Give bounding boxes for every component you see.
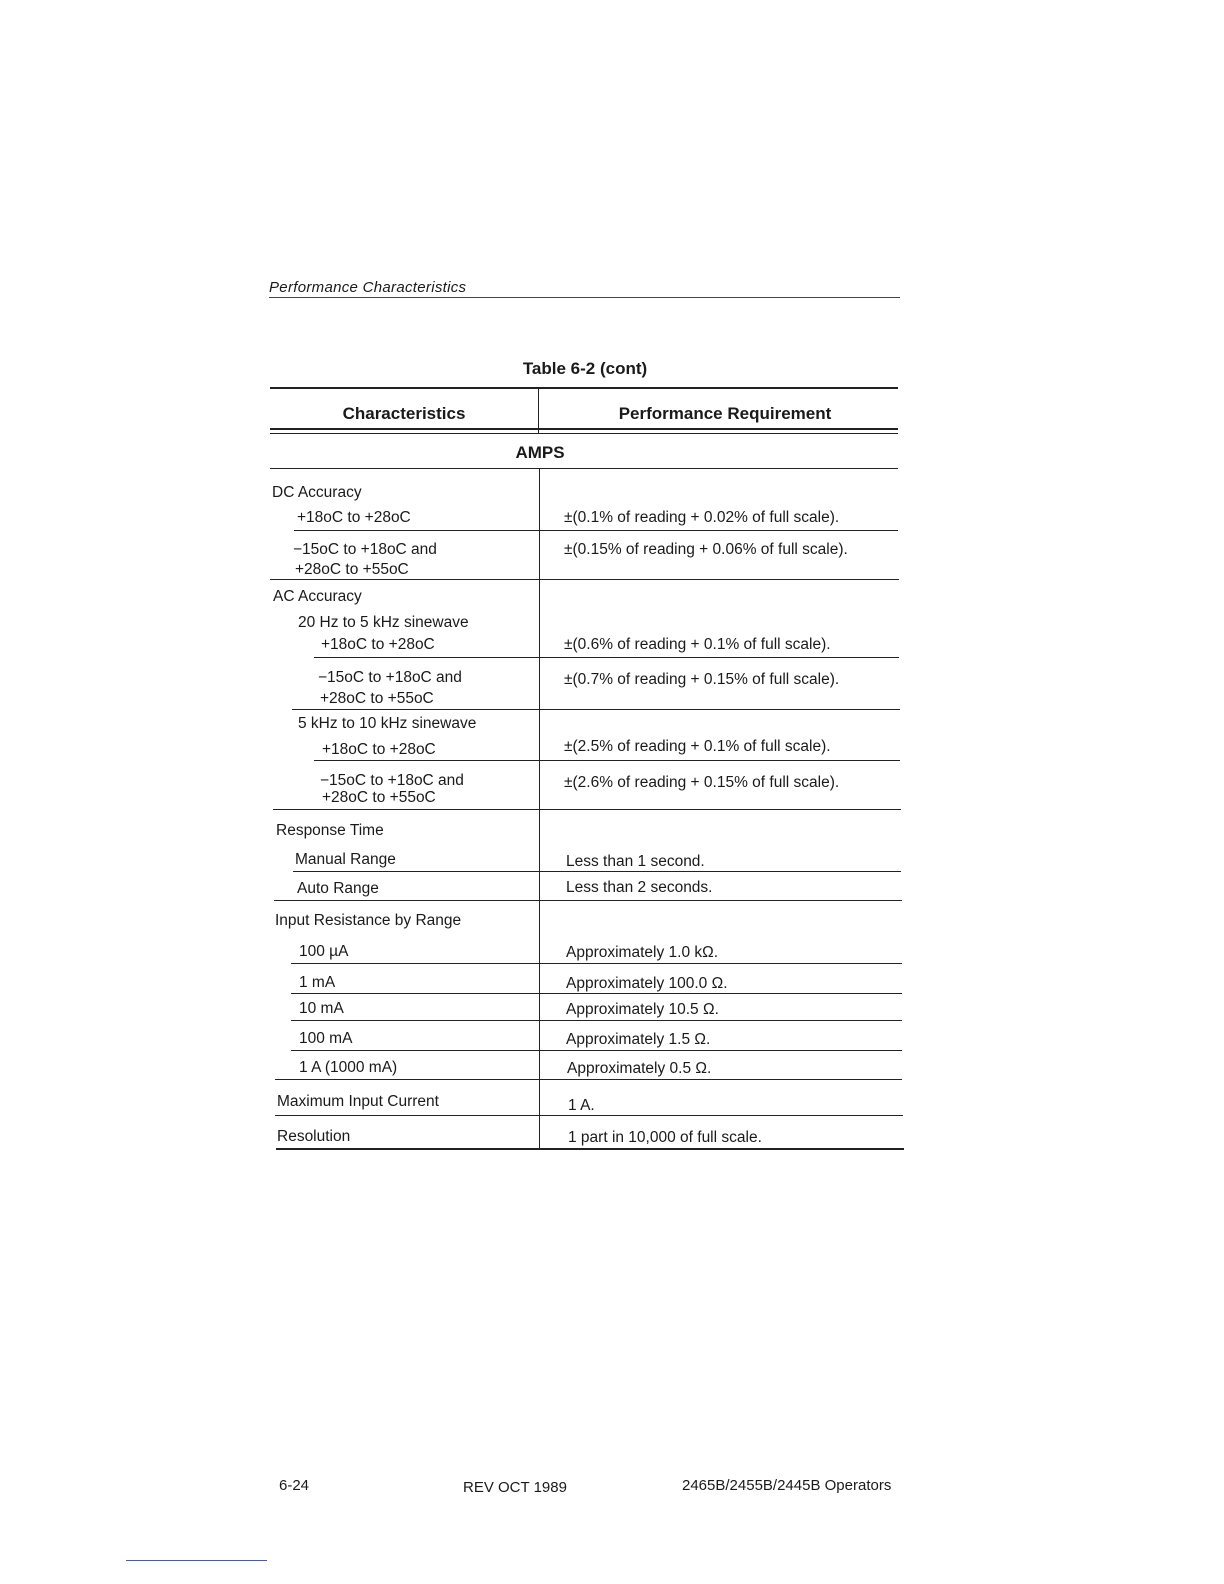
group-rule (275, 1115, 903, 1116)
ac-accuracy-label: AC Accuracy (273, 588, 362, 605)
ac-band-1-row-1-char: +18oC to +28oC (321, 636, 435, 653)
row-rule (291, 963, 902, 964)
input-resistance-row-2-req: Approximately 100.0 Ω. (566, 975, 728, 992)
resolution-req: 1 part in 10,000 of full scale. (568, 1129, 762, 1146)
row-rule (292, 709, 900, 710)
row-rule (291, 993, 902, 994)
max-input-current-req: 1 A. (568, 1097, 595, 1114)
header-double-rule-1 (270, 428, 898, 430)
response-time-label: Response Time (276, 822, 384, 839)
section-rule (270, 468, 898, 469)
input-resistance-row-5-char: 1 A (1000 mA) (299, 1059, 398, 1076)
input-resistance-row-1-req: Approximately 1.0 kΩ. (566, 944, 719, 961)
table-top-rule (270, 387, 898, 389)
response-row-1-char: Manual Range (295, 851, 396, 868)
dc-row-2-req: ±(0.15% of reading + 0.06% of full scale). (564, 541, 848, 558)
page-number: 6-24 (279, 1477, 310, 1494)
input-resistance-row-3-req: Approximately 10.5 Ω. (566, 1001, 719, 1018)
input-resistance-row-4-req: Approximately 1.5 Ω. (566, 1031, 711, 1048)
row-rule (294, 530, 898, 531)
dc-row-2-char-line-2: +28oC to +55oC (295, 561, 409, 578)
manual-title: 2465B/2455B/2445B Operators (682, 1477, 892, 1494)
table-bottom-rule (276, 1148, 904, 1150)
dc-row-2-char-line-1: −15oC to +18oC and (293, 541, 437, 558)
column-header-characteristics: Characteristics (342, 404, 466, 423)
ac-band-2-row-1-req: ±(2.5% of reading + 0.1% of full scale). (564, 738, 831, 755)
row-rule (291, 1020, 902, 1021)
response-row-2-char: Auto Range (297, 880, 379, 897)
input-resistance-row-5-req: Approximately 0.5 Ω. (567, 1060, 712, 1077)
revision-date: REV OCT 1989 (463, 1479, 567, 1496)
row-rule (314, 657, 899, 658)
ac-band-1-row-2-char-line-1: −15oC to +18oC and (318, 669, 462, 686)
response-row-2-req: Less than 2 seconds. (566, 879, 713, 896)
section-title-amps: AMPS (515, 443, 565, 462)
dc-row-1-req: ±(0.1% of reading + 0.02% of full scale). (564, 509, 840, 526)
group-rule (273, 809, 901, 810)
running-header: Performance Characteristics (269, 279, 467, 296)
header-double-rule-2 (270, 433, 898, 434)
table-title: Table 6-2 (cont) (522, 359, 648, 378)
max-input-current-char: Maximum Input Current (277, 1093, 439, 1110)
header-column-divider (538, 388, 539, 433)
ac-band-2-row-2-req: ±(2.6% of reading + 0.15% of full scale). (564, 774, 840, 791)
dc-accuracy-label: DC Accuracy (272, 484, 362, 501)
ac-band-2-row-1-char: +18oC to +28oC (322, 741, 436, 758)
dc-row-1-char: +18oC to +28oC (297, 509, 411, 526)
ac-band-2-label: 5 kHz to 10 kHz sinewave (298, 715, 477, 732)
response-row-1-req: Less than 1 second. (566, 853, 705, 870)
group-rule (274, 900, 902, 901)
input-resistance-label: Input Resistance by Range (275, 912, 462, 929)
ac-band-1-row-2-char-line-2: +28oC to +55oC (320, 690, 434, 707)
input-resistance-row-4-char: 100 mA (299, 1030, 353, 1047)
ac-band-1-row-2-req: ±(0.7% of reading + 0.15% of full scale). (564, 671, 840, 688)
ac-band-2-row-2-char-line-2: +28oC to +55oC (322, 789, 436, 806)
column-header-performance-requirement: Performance Requirement (618, 404, 832, 423)
group-rule (270, 579, 899, 580)
resolution-char: Resolution (277, 1128, 351, 1145)
row-rule (291, 1050, 902, 1051)
ac-band-1-row-1-req: ±(0.6% of reading + 0.1% of full scale). (564, 636, 831, 653)
row-rule (293, 871, 901, 872)
input-resistance-row-3-char: 10 mA (299, 1000, 344, 1017)
input-resistance-row-2-char: 1 mA (299, 974, 336, 991)
ac-band-1-label: 20 Hz to 5 kHz sinewave (298, 614, 469, 631)
ac-band-2-row-2-char-line-1: −15oC to +18oC and (320, 772, 464, 789)
group-rule (275, 1079, 902, 1080)
header-rule (269, 297, 900, 298)
row-rule (314, 760, 900, 761)
bottom-blue-rule (126, 1560, 267, 1561)
input-resistance-row-1-char: 100 µA (299, 943, 349, 960)
